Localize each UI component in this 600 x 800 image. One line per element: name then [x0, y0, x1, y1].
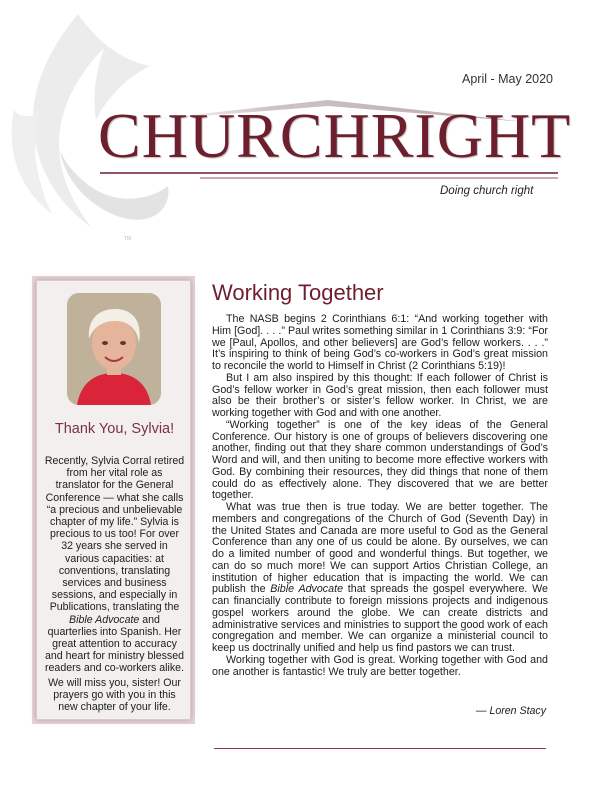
article-paragraph: But I am also inspired by this thought: If each follower of Christ is God’s fellow worker in God’s great mission, then each follower must also be their brother’s or sister’s fellow worker. In Christ, we are working together with God and with one another.: [212, 371, 548, 419]
sidebar-text: and quarterlies into Spanish. Her great attention to accuracy and heart for ministry blessed readers and co-workers alike.: [45, 613, 184, 675]
article-paragraph: “Working together” is one of the key ideas of the General Conference. Our history is one of groups of believers discovering one another, finding out that they share common understandings of God’s Word and will, and then uniting to become more effective workers with God. By combining their resources, they did things that none of them could do as effectively alone. They discovered that we are better together.: [212, 418, 548, 502]
article-text: What was true then is true today. We are better together. The members and congregations of the Church of God (Seventh Day) in the United States and Canada are more useful to God as the General Conference than any one of us could be alone. By ourselves, we can do a limited number of good and wonderful things. But together, we can do so much more! We can support Artios Christian College, an institution of higher education that is impacting the world. We can publish the: [212, 501, 548, 596]
article-body: [212, 314, 548, 678]
issue-date: April - May 2020: [462, 72, 554, 86]
tagline: Doing church right: [440, 185, 534, 197]
portrait-photo: [67, 293, 161, 405]
trademark-mark: TM: [124, 236, 132, 242]
masthead-underline: [100, 170, 560, 184]
author-byline: — Loren Stacy: [475, 705, 546, 717]
article-paragraph: Working together with God is great. Working together with God and one another is fantastic! We truly are better together.: [212, 653, 548, 678]
article-paragraph: [212, 502, 548, 655]
publication-title: Bible Advocate: [270, 583, 344, 596]
publication-title: Bible Advocate: [69, 613, 140, 626]
article-title: Working Together: [212, 280, 384, 305]
masthead-title: CHURCHRIGHT: [98, 100, 572, 171]
sidebar-closing: We will miss you, sister! Our prayers go with you in this new chapter of your life.: [48, 677, 181, 714]
sidebar-box: [36, 280, 191, 720]
article-paragraph: The NASB begins 2 Corinthians 6:1: “And working together with Him [God]. . . .” Paul writes something similar in 1 Corinthians 3:9: “For we [Paul, Apollos, and other believers] are God’s fellow workers. . . .” It’s inspiring to think of being God’s co-workers in God’s great mission to reconcile the world to Himself in Christ (2 Corinthians 5:19)!: [212, 313, 548, 372]
footer-rule: [214, 748, 546, 749]
sidebar-text: Recently, Sylvia Corral retired from her vital role as translator for the General Conference — what she calls “a precious and unbelievable chapter of my life.” Sylvia is precious to us too! For over 32 years she served in various capacities: at conventions, translating services and business sessions, and especially in Publications, translating the: [44, 455, 185, 614]
article-text: that spreads the gospel everywhere. We can financially contribute to foreign missions projects and indigenous gospel workers around the globe. We can create districts and administrative services and ministries to support the good work of each congregation and member. We can organize a ministerial council to keep us doctrinally unified and help us find pastors we can trust.: [212, 583, 548, 654]
sidebar-paragraph: [43, 455, 186, 675]
sidebar-title: Thank You, Sylvia!: [54, 421, 175, 437]
